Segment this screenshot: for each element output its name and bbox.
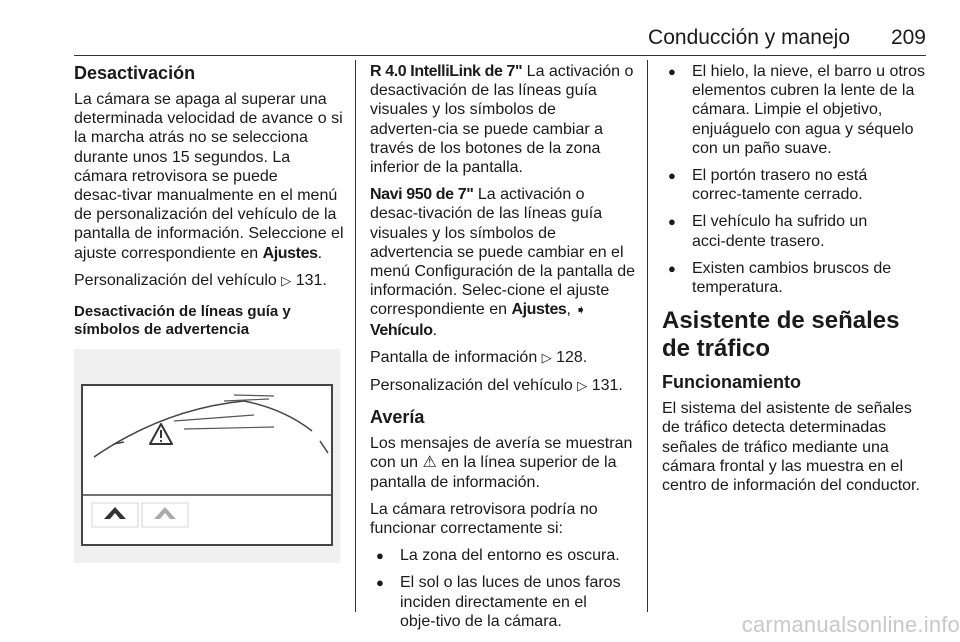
warning-dot — [160, 440, 162, 442]
paragraph-reference — [74, 271, 346, 291]
section-heading-desactivacion: Desactivación — [74, 63, 196, 83]
page-ref-arrow-icon: ▷ — [281, 273, 292, 289]
camera-display-svg — [74, 349, 340, 563]
column-2 — [370, 62, 636, 639]
model-label: R 4.0 IntelliLink de 7" — [370, 63, 523, 80]
text: en la línea superior de la pantalla de información. — [370, 454, 617, 491]
paragraph-desactivacion — [74, 90, 346, 263]
column-3 — [662, 62, 928, 503]
warning-triangle-icon: ⚠ — [422, 454, 437, 472]
section-heading-averia: Avería — [370, 407, 425, 428]
text: Personalización del vehículo — [74, 271, 282, 289]
text: Los mensajes de avería se muestran con un — [370, 435, 633, 472]
page-ref[interactable]: 128. — [556, 348, 588, 366]
list-item: ● El sol o las luces de unos faros inciden directamente en el obje‑tivo de la cámara. — [370, 573, 636, 631]
text: Personalización del vehículo — [370, 377, 578, 395]
model-label: Navi 950 de 7" — [370, 186, 474, 204]
text: . — [432, 321, 438, 339]
condition-list — [662, 62, 928, 297]
column-1 — [74, 62, 346, 563]
page-number: 209 — [890, 26, 926, 49]
header-rule — [74, 55, 926, 56]
text: La activación o desac‑tivación de las líneas guía visuales y los símbolos de advertencia se puede cambiar en el menú Configuración de la pantalla de información. Selec‑cione el ajuste correspondiente en — [370, 186, 636, 319]
paragraph-averia — [370, 434, 636, 492]
camera-display-illustration — [74, 349, 340, 563]
text: La activación o desactivación de las líneas guía visuales y los símbolos de adverten‑cia se puede cambiar a través de los botones de la zona inferior de la pantalla. — [370, 63, 634, 177]
column-divider-2 — [647, 60, 648, 612]
text: La cámara se apaga al superar una determinada velocidad de avance o si la marcha atrás no se selecciona durante unos 15 segundos. La cámara retrovisora se puede desac‑tivar manualmente en el menú de personalización del vehículo de la pantalla de información. Seleccione el ajuste correspondiente en — [74, 91, 344, 262]
paragraph-funcionamiento: El sistema del asistente de señales de tráfico detecta determinadas señales de tráfico mediante una cámara frontal y las muestra en el centro de información del conductor. — [662, 400, 920, 495]
paragraph-reference — [370, 376, 636, 396]
paragraph-r40 — [370, 62, 636, 177]
list-item: ● Existen cambios bruscos de temperatura. — [662, 259, 928, 297]
bold-term: Ajustes — [262, 244, 318, 262]
paragraph-reference — [370, 348, 636, 368]
list-item: ● El portón trasero no está correc‑tamente cerrado. — [662, 166, 928, 204]
text: . — [317, 244, 323, 262]
watermark: carmanualsonline.info — [741, 612, 960, 637]
paragraph-conditions: La cámara retrovisora podría no funcionar correctamente si: — [370, 500, 598, 538]
text: , — [566, 301, 576, 319]
bold-term: Vehículo — [370, 321, 433, 339]
paragraph-navi950 — [370, 185, 636, 340]
page-ref-arrow-icon: ▷ — [577, 379, 588, 395]
condition-list — [370, 546, 636, 631]
menu-arrow-icon: ➧ — [575, 303, 587, 319]
subheading-lineas-guia: Desactivación de líneas guía y símbolos de advertencia — [74, 303, 291, 339]
page-header-title: Conducción y manejo — [648, 26, 850, 49]
guide-lines-button-icon — [92, 503, 138, 527]
section-heading-asistente: Asistente de señales de tráfico — [662, 307, 900, 363]
page-ref[interactable]: 131. — [591, 377, 623, 395]
page-ref[interactable]: 131. — [295, 271, 327, 289]
list-item: ● El vehículo ha sufrido un acci‑dente trasero. — [662, 212, 928, 250]
bold-term: Ajustes — [511, 301, 567, 319]
page-ref-arrow-icon: ▷ — [541, 350, 552, 366]
warning-symbols-button-icon — [142, 503, 188, 527]
list-item: ● El hielo, la nieve, el barro u otros elementos cubren la lente de la cámara. Limpie el objetivo, enjuáguelo con agua y séquelo con un paño suave. — [662, 62, 928, 158]
text: Pantalla de información — [370, 348, 542, 366]
column-divider-1 — [355, 60, 356, 612]
list-item: ● La zona del entorno es oscura. — [370, 546, 636, 565]
subheading-funcionamiento: Funcionamiento — [662, 372, 801, 393]
